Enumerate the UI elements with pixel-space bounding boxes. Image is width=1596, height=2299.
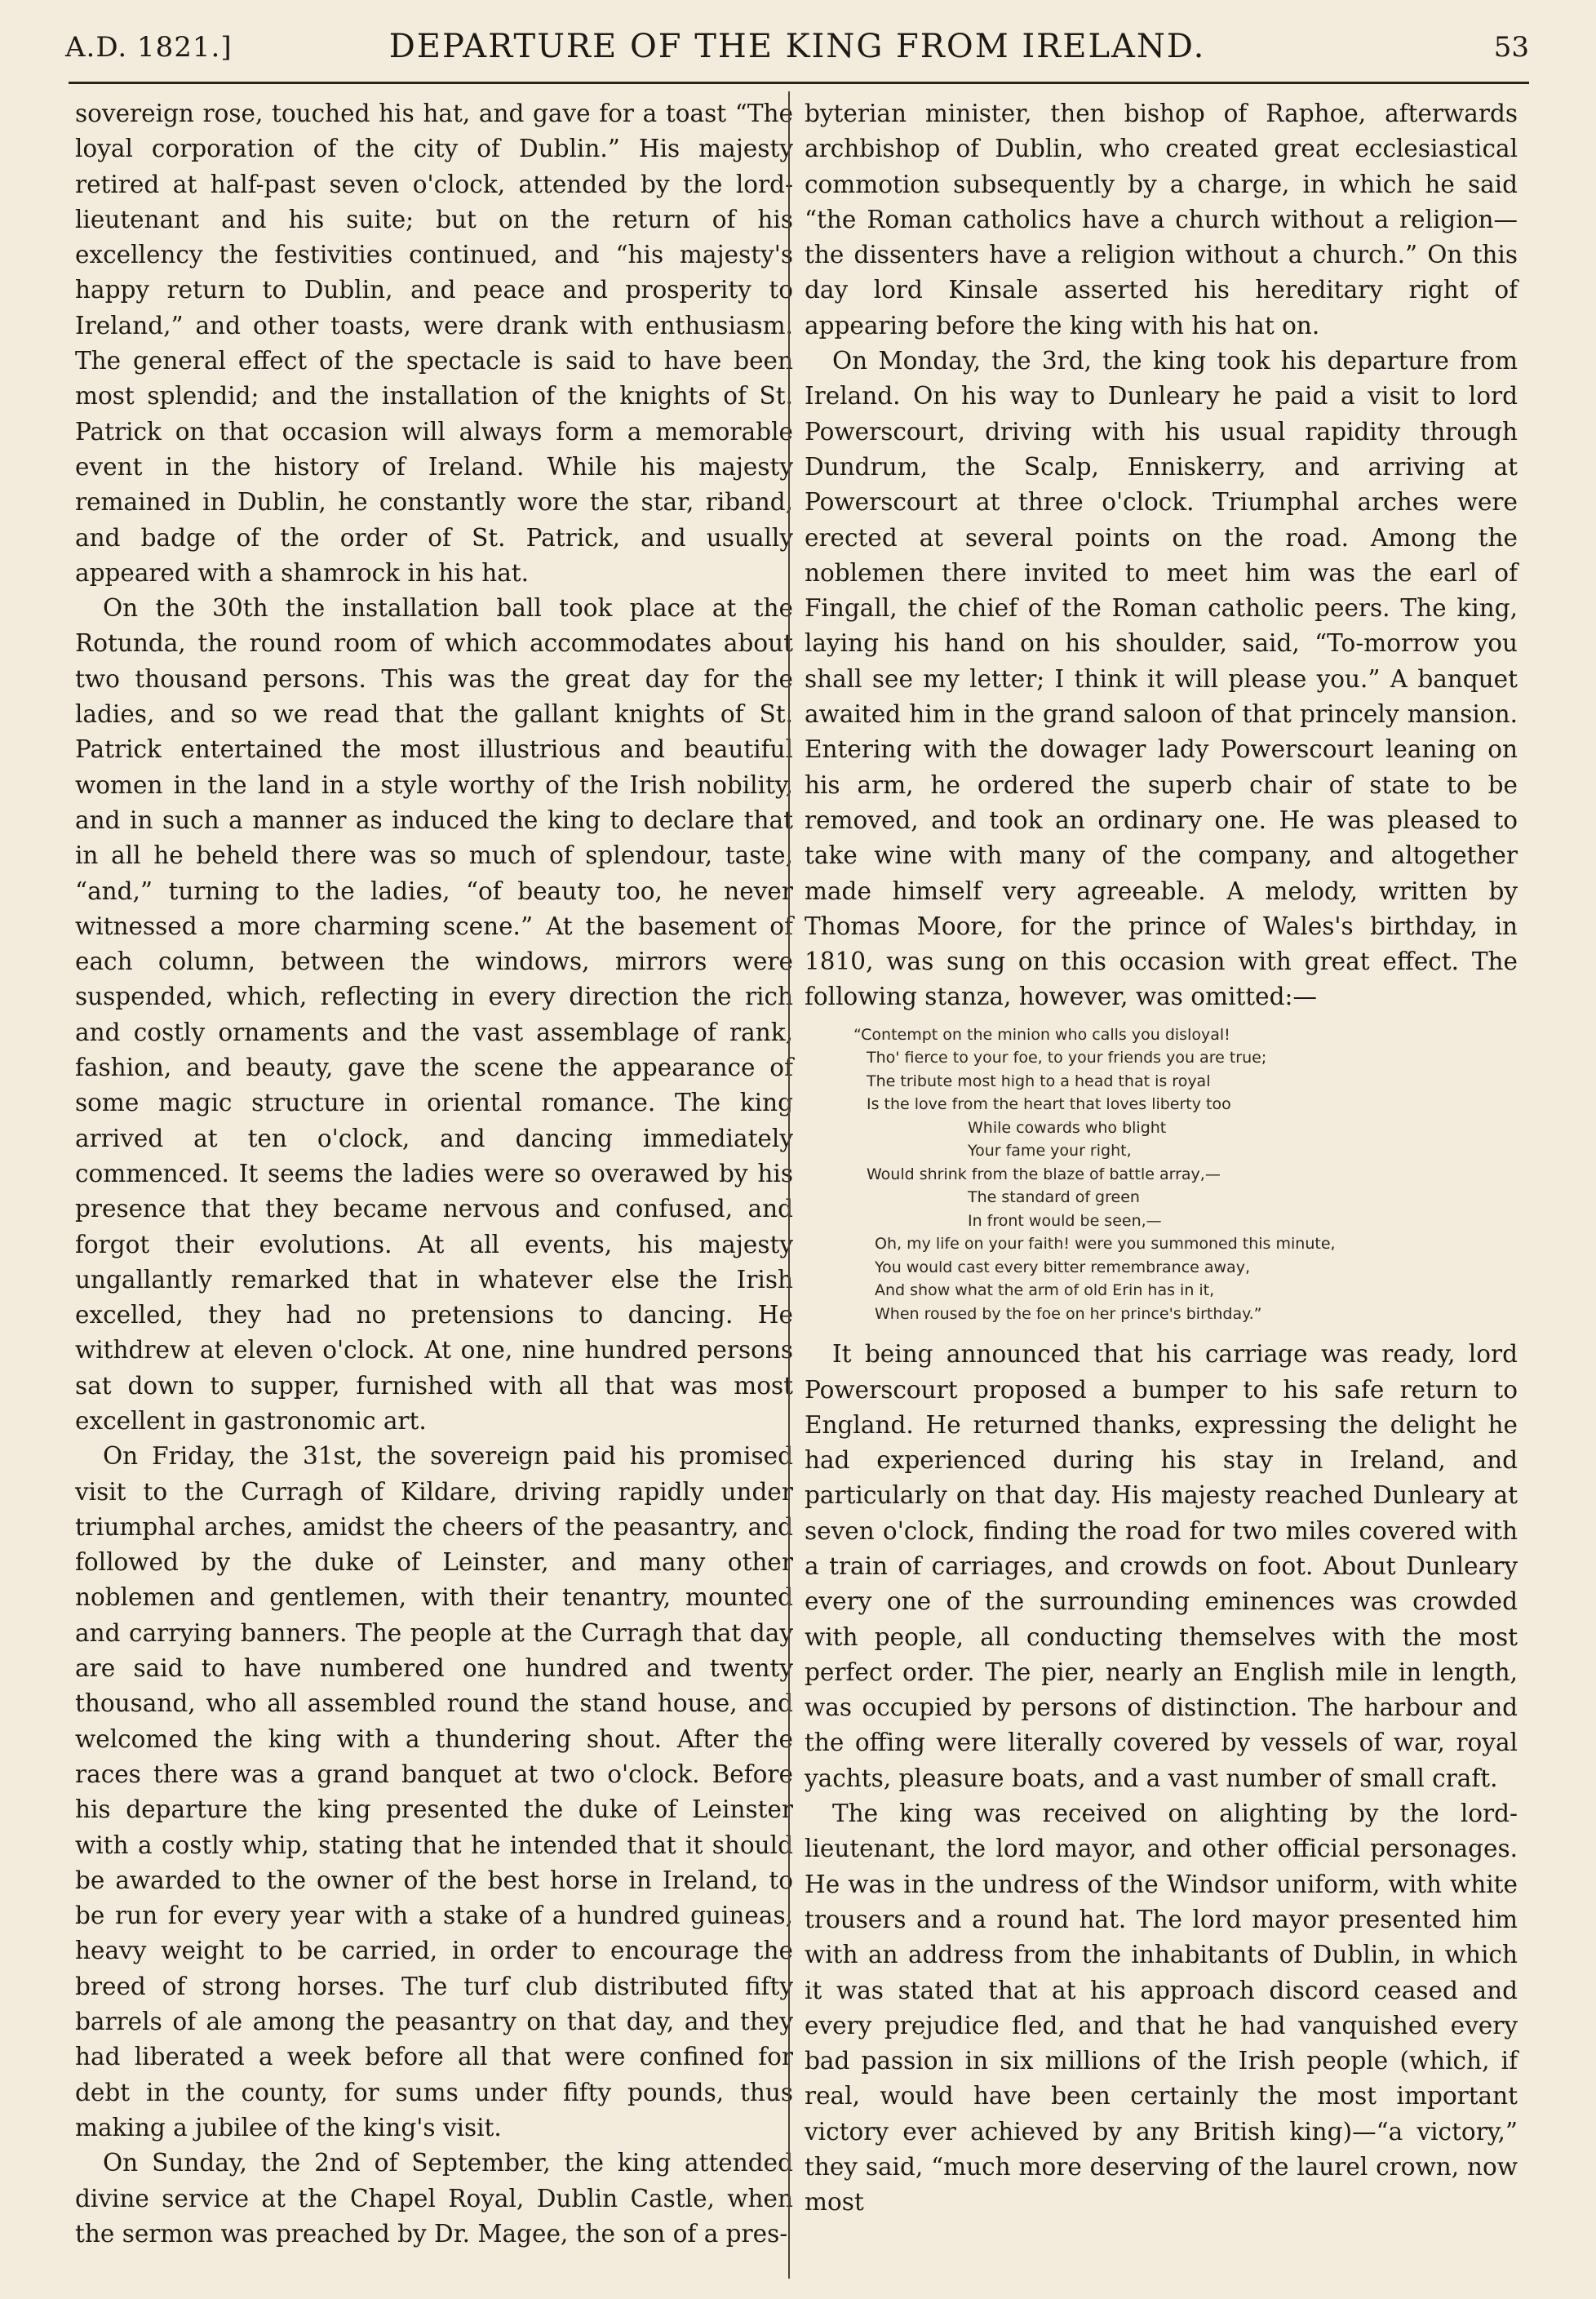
running-header (65, 23, 1529, 88)
right-column (805, 96, 1518, 2221)
header-year: A.D. 1821.] (65, 31, 233, 64)
poem-line: When roused by the foe on her prince's birthday.” (875, 1304, 1262, 1323)
paragraph: On Monday, the 3rd, the king took his departure from Ireland. On his way to Dunleary he paid a visit to lord Powerscourt, driving with his usual rapidity through Dundrum, the Scalp, Enniskerry, and arriving at Powerscourt at three o'clock. Triumphal arches were erected at several points on the road. Among the noblemen there invited to meet him was the earl of Fingall, the chief of the Roman catholic peers. The king, laying his hand on his shoulder, said, “To-morrow you shall see my letter; I think it will please you.” A banquet awaited him in the grand saloon of that princely mansion. Entering with the dowager lady Powerscourt leaning on his arm, he ordered the superb chair of state to be removed, and took an ordinary one. He was pleased to take wine with many of the company, and altogether made himself very agreeable. A melody, written by Thomas Moore, for the prince of Wales's birthday, in 1810, was sung on this occasion with great effect. The following stanza, however, was omitted:— (805, 347, 1518, 1011)
poem-line: Your fame your right, (968, 1142, 1132, 1161)
poem-line: The tribute most high to a head that is royal (867, 1072, 1211, 1090)
poem-stanza (805, 1023, 1518, 1326)
paragraph: On Sunday, the 2nd of September, the king attended divine service at the Chapel Royal, Dublin Castle, when the sermon was preached by Dr. Magee, the son of a pres- (75, 2149, 793, 2248)
header-title: DEPARTURE OF THE KING FROM IRELAND. (388, 28, 1206, 65)
poem-line: Would shrink from the blaze of battle array,— (867, 1165, 1221, 1183)
paragraph: The king was received on alighting by the lord-lieutenant, the lord mayor, and other official personages. He was in the undress of the Windsor uniform, with white trousers and a round hat. The lord mayor presented him with an address from the inhabitants of Dublin, in which it was stated that at his approach discord ceased and every prejudice fled, and that he had vanquished every bad passion in six millions of the Irish people (which, if real, would have been certainly the most important victory ever achieved by any British king)—“a victory,” they said, “much more deserving of the laurel crown, now most (805, 1800, 1518, 2217)
paragraph: On Friday, the 31st, the sovereign paid his promised visit to the Curragh of Kildare, driving rapidly under triumphal arches, amidst the cheers of the peasantry, and followed by the duke of Leinster, and many other noblemen and gentlemen, with their tenantry, mounted and carrying banners. The people at the Curragh that day are said to have numbered one hundred and twenty thousand, who all assembled round the stand house, and welcomed the king with a thundering shout. After the races there was a grand banquet at two o'clock. Before his departure the king presented the duke of Leinster with a costly whip, stating that he intended that it should be awarded to the owner of the best horse in Ireland, to be run for every year with a stake of a hundred guineas, heavy weight to be carried, in order to encourage the breed of strong horses. The turf club distributed fifty barrels of ale among the peasantry on that day, and they had liberated a week before all that were confined for debt in the county, for sums under fifty pounds, thus making a jubilee of the king's visit. (75, 1442, 793, 2141)
paragraph: On the 30th the installation ball took place at the Rotunda, the round room of which accommodates about two thousand persons. This was the great day for the ladies, and so we read that the gallant knights of St. Patrick entertained the most illustrious and beautiful women in the land in a style worthy of the Irish nobility, and in such a manner as induced the king to declare that in all he beheld there was so much of splendour, taste, “and,” turning to the ladies, “of beauty too, he never witnessed a more charming scene.” At the basement of each column, between the windows, mirrors were suspended, which, reflecting in every direction the rich and costly ornaments and the vast assemblage of rank, fashion, and beauty, gave the scene the appearance of some magic structure in oriental romance. The king arrived at ten o'clock, and dancing immediately commenced. It seems the ladies were so overawed by his presence that they became nervous and confused, and forgot their evolutions. At all events, his majesty ungallantly remarked that in whatever else the Irish excelled, they had no pretensions to dancing. He withdrew at eleven o'clock. At one, nine hundred persons sat down to supper, furnished with all that was most excellent in gastronomic art. (75, 594, 793, 1435)
paragraph: It being announced that his carriage was ready, lord Powerscourt proposed a bumper to his safe return to England. He returned thanks, expressing the delight he had experienced during his stay in Ireland, and particularly on that day. His majesty reached Dunleary at seven o'clock, finding the road for two miles covered with a train of carriages, and crowds on foot. About Dunleary every one of the surrounding eminences was crowded with people, all conducting themselves with the most perfect order. The pier, nearly an English mile in length, was occupied by persons of distinction. The harbour and the offing were literally covered by vessels of war, royal yachts, pleasure boats, and a vast number of small craft. (805, 1340, 1518, 1792)
poem-line: And show what the arm of old Erin has in it, (875, 1281, 1215, 1300)
poem-line: In front would be seen,— (968, 1211, 1162, 1230)
poem-line: The standard of green (968, 1188, 1140, 1207)
poem-line: Oh, my life on your faith! were you summoned this minute, (875, 1235, 1336, 1254)
poem-line: “Contempt on the minion who calls you disloyal! (853, 1025, 1230, 1044)
left-column (75, 96, 793, 2252)
column-divider (788, 91, 790, 2279)
paragraph: sovereign rose, touched his hat, and gave for a toast “The loyal corporation of the city of Dublin.” His majesty retired at half-past seven o'clock, attended by the lord-lieutenant and his suite; but on the return of his excellency the festivities continued, and “his majesty's happy return to Dublin, and peace and prosperity to Ireland,” and other toasts, were drank with enthusiasm. The general effect of the spectacle is said to have been most splendid; and the installation of the knights of St. Patrick on that occasion will always form a memorable event in the history of Ireland. While his majesty remained in Dublin, he constantly wore the star, riband, and badge of the order of St. Patrick, and usually appeared with a shamrock in his hat. (75, 100, 793, 587)
poem-line: Is the love from the heart that loves liberty too (867, 1095, 1231, 1114)
header-rule (69, 82, 1529, 84)
poem-line: Tho' fierce to your foe, to your friends you are true; (867, 1049, 1267, 1067)
poem-line: While cowards who blight (968, 1118, 1167, 1137)
poem-line: You would cast every bitter remembrance away, (875, 1258, 1250, 1276)
page-number: 53 (1493, 31, 1529, 64)
paragraph: byterian minister, then bishop of Raphoe, afterwards archbishop of Dublin, who created great ecclesiastical commotion subsequently by a charge, in which he said “the Roman catholics have a church without a religion—the dissenters have a religion without a church.” On this day lord Kinsale asserted his hereditary right of appearing before the king with his hat on. (805, 100, 1518, 340)
